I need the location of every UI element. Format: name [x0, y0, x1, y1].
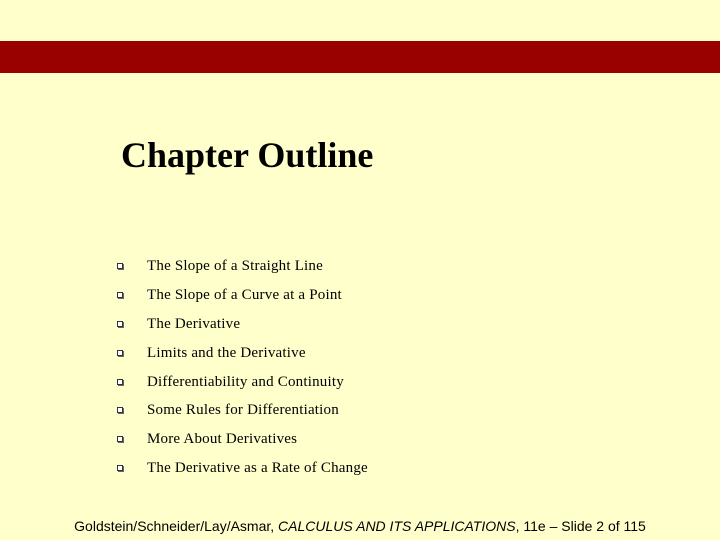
list-item: [0, 396, 720, 425]
list-item: [0, 281, 720, 310]
hollow-square-icon: [117, 379, 123, 385]
list-item: [0, 368, 720, 397]
list-item-label: The Slope of a Curve at a Point: [147, 286, 342, 303]
footer-book-title: CALCULUS AND ITS APPLICATIONS: [278, 518, 516, 534]
list-item-label: The Slope of a Straight Line: [147, 258, 323, 274]
list-item-label: The Derivative as a Rate of Change: [147, 460, 368, 477]
list-item-label: Some Rules for Differentiation: [147, 402, 339, 419]
slide-title: Chapter Outline: [121, 135, 374, 175]
hollow-square-icon: [117, 407, 123, 413]
list-item: [0, 454, 720, 483]
hollow-square-icon: [117, 292, 123, 298]
list-item-label: Differentiability and Continuity: [147, 373, 344, 390]
chapter-outline-list: [0, 252, 720, 483]
slide-footer: [0, 517, 720, 535]
list-item: [0, 339, 720, 368]
hollow-square-icon: [117, 350, 123, 356]
footer-authors: Goldstein/Schneider/Lay/Asmar,: [74, 518, 279, 534]
hollow-square-icon: [117, 436, 123, 442]
footer-edition-slide-number: , 11e – Slide 2 of 115: [515, 518, 646, 534]
title-bar-band: [0, 41, 720, 73]
hollow-square-icon: [117, 263, 123, 269]
hollow-square-icon: [117, 465, 123, 471]
list-item-label: More About Derivatives: [147, 431, 298, 448]
list-item-label: The Derivative: [147, 315, 241, 332]
list-item-label: Limits and the Derivative: [147, 344, 306, 361]
hollow-square-icon: [117, 321, 123, 327]
list-item: [0, 252, 720, 281]
list-item: [0, 310, 720, 339]
list-item: [0, 425, 720, 454]
